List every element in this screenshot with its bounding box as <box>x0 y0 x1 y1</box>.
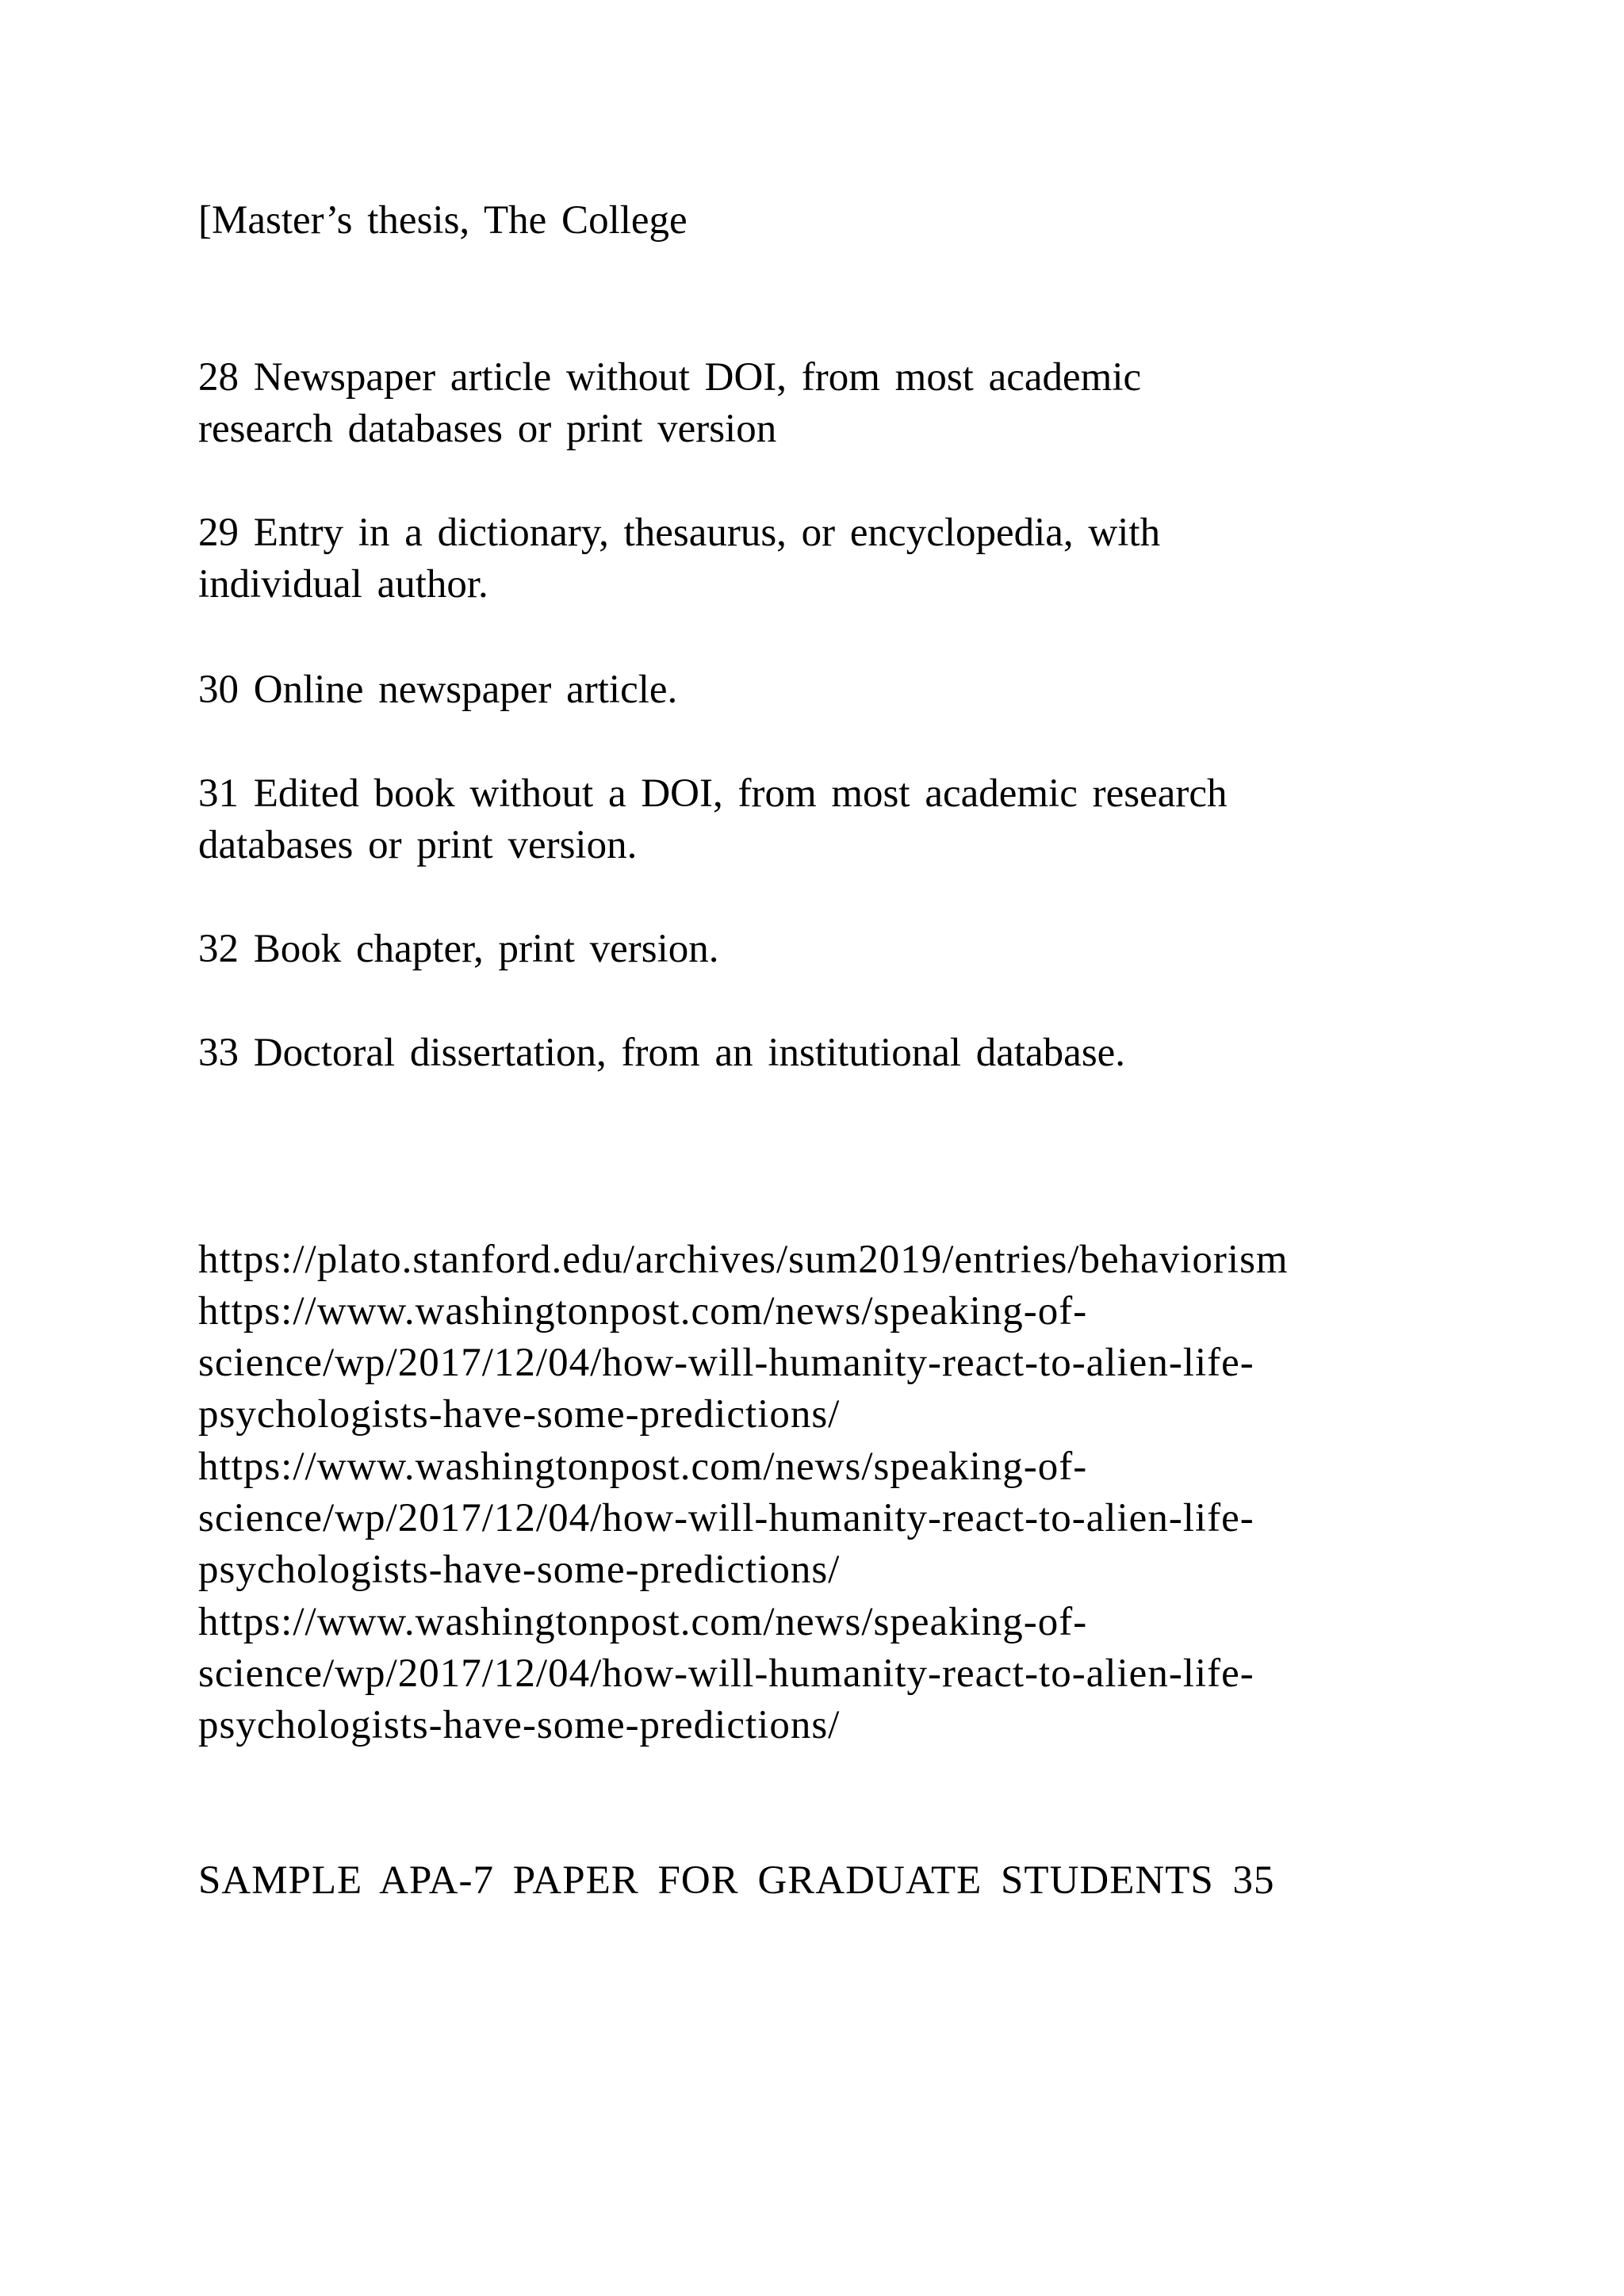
entry-text-line: individual author. <box>198 562 488 607</box>
intro-line: [Master’s thesis, The College <box>198 198 688 243</box>
url-line: https://plato.stanford.edu/archives/sum2019/entries/behaviorism <box>198 1238 1289 1282</box>
url-line: science/wp/2017/12/04/how-will-humanity-react-to-alien-life- <box>198 1496 1254 1540</box>
url-line: science/wp/2017/12/04/how-will-humanity-react-to-alien-life- <box>198 1341 1254 1385</box>
entry-text-line: 29 Entry in a dictionary, thesaurus, or encyclopedia, with <box>198 511 1161 555</box>
entry-text-line: 32 Book chapter, print version. <box>198 927 719 971</box>
url-line: science/wp/2017/12/04/how-will-humanity-react-to-alien-life- <box>198 1651 1254 1696</box>
url-line: https://www.washingtonpost.com/news/speaking-of- <box>198 1445 1088 1489</box>
entry-text-line: research databases or print version <box>198 407 777 451</box>
entry-text-line: 33 Doctoral dissertation, from an institutional database. <box>198 1031 1126 1075</box>
running-head: SAMPLE APA-7 PAPER FOR GRADUATE STUDENTS 35 <box>198 1858 1275 1903</box>
url-line: https://www.washingtonpost.com/news/speaking-of- <box>198 1289 1088 1334</box>
url-line: https://www.washingtonpost.com/news/speaking-of- <box>198 1600 1088 1644</box>
url-line: psychologists-have-some-predictions/ <box>198 1392 841 1437</box>
url-line: psychologists-have-some-predictions/ <box>198 1703 841 1747</box>
url-line: psychologists-have-some-predictions/ <box>198 1548 841 1592</box>
entry-text-line: databases or print version. <box>198 823 638 867</box>
entry-text-line: 31 Edited book without a DOI, from most academic research <box>198 771 1228 816</box>
entry-text-line: 28 Newspaper article without DOI, from most academic <box>198 355 1142 400</box>
entry-text-line: 30 Online newspaper article. <box>198 668 678 712</box>
